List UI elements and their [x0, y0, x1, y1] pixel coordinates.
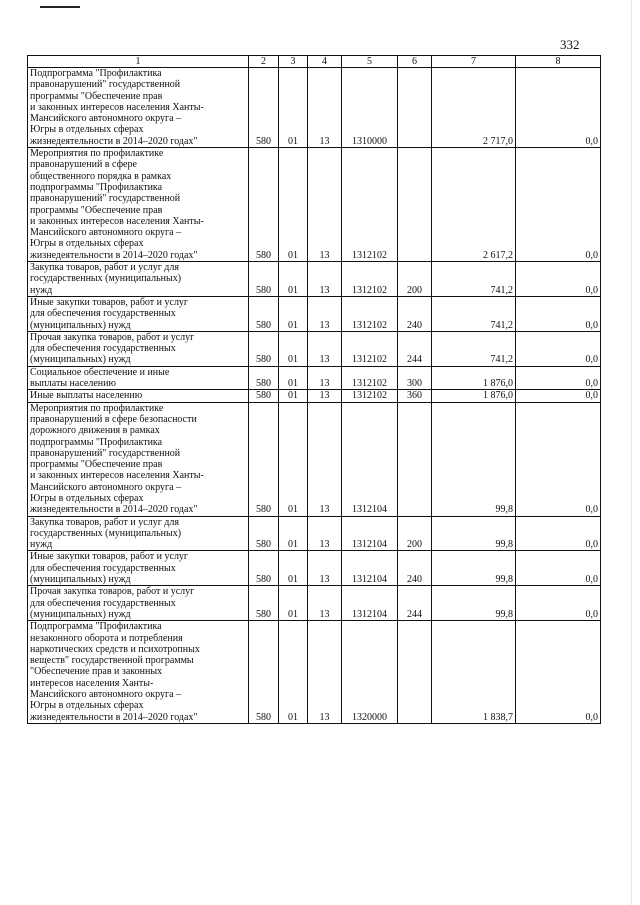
col-ministry: 580 [249, 296, 279, 331]
col-amount: 1 838,7 [432, 621, 516, 724]
col-ministry: 580 [249, 586, 279, 621]
row-name: Подпрограмма "Профилактика незаконного оборота и потребления наркотических средств и психотропных веществ" государственной программы "Обеспечение прав и законных интересов населения Ханты- Мансийского автономного округа – Югры в отдельных сферах жизнедеятельности в 2014–2020 годах" [28, 621, 249, 724]
col-expense-type: 300 [398, 366, 432, 390]
col-subsection: 13 [308, 390, 342, 402]
col-section: 01 [279, 366, 308, 390]
col-subsection: 13 [308, 68, 342, 148]
col-amount: 99,8 [432, 551, 516, 586]
col-section: 01 [279, 331, 308, 366]
col-section: 01 [279, 586, 308, 621]
row-name: Иные закупки товаров, работ и услуг для обеспечения государственных (муниципальных) нужд [28, 296, 249, 331]
col-subsection: 13 [308, 621, 342, 724]
col-target: 1312104 [342, 516, 398, 551]
header-cell: 5 [342, 56, 398, 68]
col-ministry: 580 [249, 262, 279, 297]
col-ministry: 580 [249, 366, 279, 390]
col-amount-2: 0,0 [516, 366, 601, 390]
col-amount: 1 876,0 [432, 366, 516, 390]
col-section: 01 [279, 68, 308, 148]
table-row [28, 586, 601, 621]
header-cell: 8 [516, 56, 601, 68]
header-row [28, 56, 601, 68]
row-name: Прочая закупка товаров, работ и услуг для обеспечения государственных (муниципальных) нужд [28, 331, 249, 366]
header-cell: 1 [28, 56, 249, 68]
col-expense-type: 244 [398, 586, 432, 621]
col-target: 1312104 [342, 551, 398, 586]
col-amount-2: 0,0 [516, 296, 601, 331]
col-amount-2: 0,0 [516, 586, 601, 621]
col-expense-type: 200 [398, 262, 432, 297]
col-ministry: 580 [249, 148, 279, 262]
header-cell: 4 [308, 56, 342, 68]
col-section: 01 [279, 390, 308, 402]
col-ministry: 580 [249, 331, 279, 366]
table-row [28, 402, 601, 516]
col-ministry: 580 [249, 516, 279, 551]
col-amount-2: 0,0 [516, 390, 601, 402]
col-expense-type: 360 [398, 390, 432, 402]
col-target: 1310000 [342, 68, 398, 148]
top-rule [40, 6, 80, 8]
col-target: 1320000 [342, 621, 398, 724]
col-amount-2: 0,0 [516, 331, 601, 366]
col-target: 1312102 [342, 366, 398, 390]
col-ministry: 580 [249, 390, 279, 402]
col-subsection: 13 [308, 586, 342, 621]
col-expense-type [398, 148, 432, 262]
col-target: 1312102 [342, 148, 398, 262]
col-subsection: 13 [308, 402, 342, 516]
col-amount-2: 0,0 [516, 148, 601, 262]
row-name: Мероприятия по профилактике правонарушений в сфере общественного порядка в рамках подпрограммы "Профилактика правонарушений" государственной программы "Обеспечение прав и законных интересов населения Ханты- Мансийского автономного округа – Югры в отдельных сферах жизнедеятельности в 2014–2020 годах" [28, 148, 249, 262]
col-subsection: 13 [308, 551, 342, 586]
col-target: 1312102 [342, 296, 398, 331]
col-subsection: 13 [308, 148, 342, 262]
col-expense-type [398, 402, 432, 516]
col-section: 01 [279, 148, 308, 262]
row-name: Прочая закупка товаров, работ и услуг для обеспечения государственных (муниципальных) нужд [28, 586, 249, 621]
col-amount: 1 876,0 [432, 390, 516, 402]
col-section: 01 [279, 262, 308, 297]
table-row [28, 516, 601, 551]
col-expense-type: 240 [398, 296, 432, 331]
page-number: 332 [560, 37, 580, 52]
col-section: 01 [279, 621, 308, 724]
col-ministry: 580 [249, 402, 279, 516]
row-name: Иные закупки товаров, работ и услуг для обеспечения государственных (муниципальных) нужд [28, 551, 249, 586]
col-amount-2: 0,0 [516, 402, 601, 516]
col-amount-2: 0,0 [516, 68, 601, 148]
header-cell: 3 [279, 56, 308, 68]
col-expense-type: 240 [398, 551, 432, 586]
col-target: 1312102 [342, 390, 398, 402]
col-amount: 2 717,0 [432, 68, 516, 148]
header-cell: 6 [398, 56, 432, 68]
table-row [28, 551, 601, 586]
row-name: Закупка товаров, работ и услуг для государственных (муниципальных) нужд [28, 516, 249, 551]
col-section: 01 [279, 402, 308, 516]
col-target: 1312102 [342, 262, 398, 297]
col-amount: 741,2 [432, 262, 516, 297]
col-expense-type [398, 621, 432, 724]
row-name: Социальное обеспечение и иные выплаты населению [28, 366, 249, 390]
scan-edge [631, 0, 632, 905]
col-ministry: 580 [249, 621, 279, 724]
table-row [28, 366, 601, 390]
col-expense-type: 244 [398, 331, 432, 366]
row-name: Мероприятия по профилактике правонарушений в сфере безопасности дорожного движения в рамках подпрограммы "Профилактика правонарушений" государственной программы "Обеспечение прав и законных интересов населения Ханты- Мансийского автономного округа – Югры в отдельных сферах жизнедеятельности в 2014–2020 годах" [28, 402, 249, 516]
col-subsection: 13 [308, 296, 342, 331]
col-target: 1312104 [342, 586, 398, 621]
col-amount-2: 0,0 [516, 621, 601, 724]
table-row [28, 262, 601, 297]
table-row [28, 148, 601, 262]
col-amount: 99,8 [432, 586, 516, 621]
table-row [28, 296, 601, 331]
col-subsection: 13 [308, 262, 342, 297]
col-subsection: 13 [308, 331, 342, 366]
col-section: 01 [279, 296, 308, 331]
col-expense-type: 200 [398, 516, 432, 551]
col-ministry: 580 [249, 68, 279, 148]
col-amount-2: 0,0 [516, 516, 601, 551]
budget-table [27, 55, 601, 724]
col-amount-2: 0,0 [516, 262, 601, 297]
table-row [28, 331, 601, 366]
col-ministry: 580 [249, 551, 279, 586]
row-name: Иные выплаты населению [28, 390, 249, 402]
col-section: 01 [279, 551, 308, 586]
col-subsection: 13 [308, 516, 342, 551]
col-amount: 99,8 [432, 402, 516, 516]
col-section: 01 [279, 516, 308, 551]
col-amount: 741,2 [432, 296, 516, 331]
col-expense-type [398, 68, 432, 148]
table-row [28, 68, 601, 148]
col-amount: 741,2 [432, 331, 516, 366]
table-row [28, 390, 601, 402]
col-amount: 2 617,2 [432, 148, 516, 262]
col-target: 1312102 [342, 331, 398, 366]
col-amount-2: 0,0 [516, 551, 601, 586]
row-name: Закупка товаров, работ и услуг для государственных (муниципальных) нужд [28, 262, 249, 297]
col-target: 1312104 [342, 402, 398, 516]
header-cell: 7 [432, 56, 516, 68]
row-name: Подпрограмма "Профилактика правонарушений" государственной программы "Обеспечение прав и законных интересов населения Ханты- Мансийского автономного округа – Югры в отдельных сферах жизнедеятельности в 2014–2020 годах" [28, 68, 249, 148]
header-cell: 2 [249, 56, 279, 68]
table-row [28, 621, 601, 724]
col-subsection: 13 [308, 366, 342, 390]
col-amount: 99,8 [432, 516, 516, 551]
